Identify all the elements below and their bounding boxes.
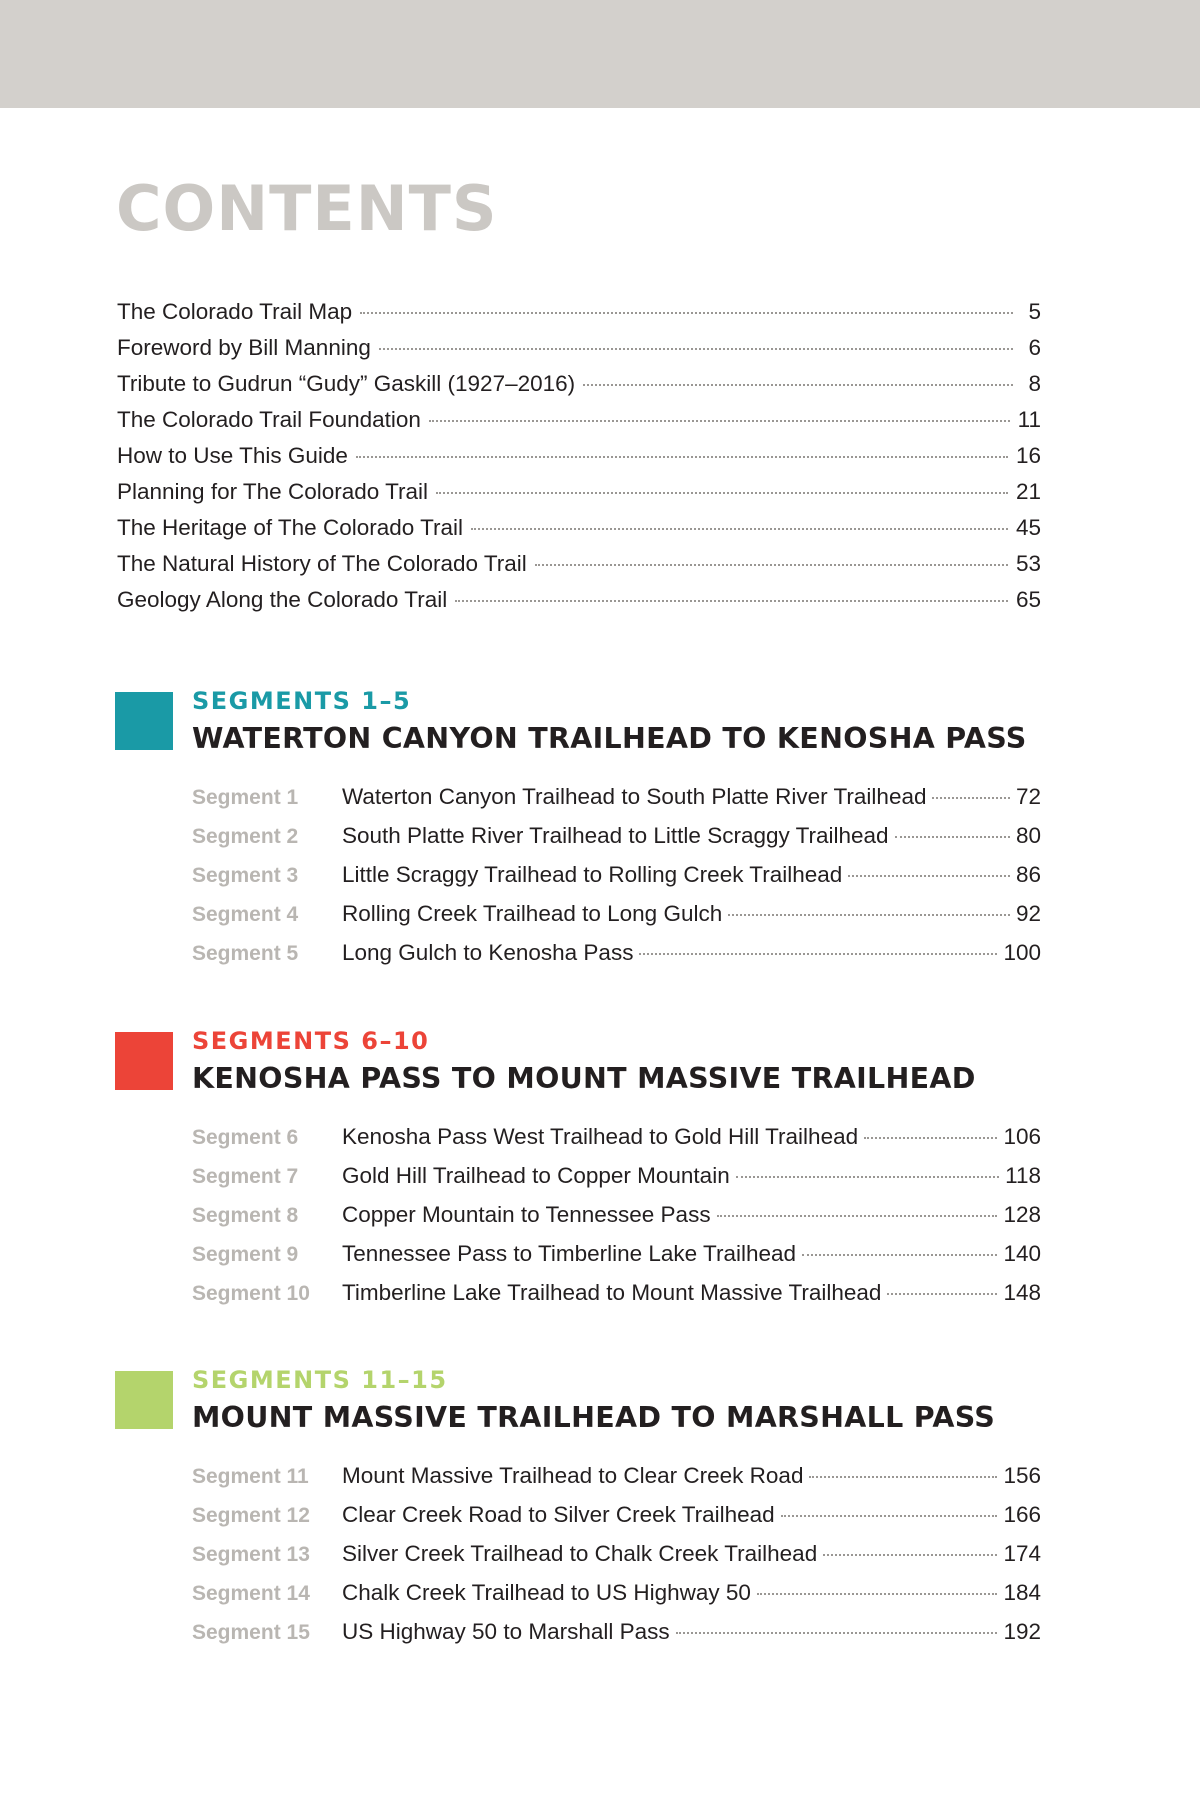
dot-leader xyxy=(848,875,1010,877)
segment-entry[interactable] xyxy=(192,894,1041,933)
toc-entry[interactable] xyxy=(117,294,1041,330)
segment-label: Segment 15 xyxy=(192,1621,310,1644)
segment-title: Tennessee Pass to Timberline Lake Trailhead xyxy=(342,1241,797,1266)
segment-entry[interactable] xyxy=(192,1495,1041,1534)
segment-label: Segment 1 xyxy=(192,786,299,809)
dot-leader xyxy=(455,600,1008,602)
segment-entry[interactable] xyxy=(192,1612,1041,1651)
dot-leader xyxy=(864,1137,997,1139)
dot-leader xyxy=(809,1476,997,1478)
toc-entry[interactable] xyxy=(117,474,1041,510)
segment-label: Segment 8 xyxy=(192,1204,299,1227)
segment-label: Segment 13 xyxy=(192,1543,310,1566)
dot-leader xyxy=(676,1632,998,1634)
segment-page: 166 xyxy=(1003,1502,1041,1527)
toc-entry[interactable] xyxy=(117,438,1041,474)
front-matter-list xyxy=(117,294,1041,618)
segment-title: Little Scraggy Trailhead to Rolling Creek Trailhead xyxy=(342,862,843,887)
dot-leader xyxy=(932,797,1009,799)
toc-entry-title: The Heritage of The Colorado Trail xyxy=(117,515,464,540)
segment-title: Waterton Canyon Trailhead to South Platte River Trailhead xyxy=(342,784,927,809)
dot-leader xyxy=(379,348,1013,350)
dot-leader xyxy=(535,564,1008,566)
section-color-square xyxy=(115,1371,173,1429)
segment-page: 106 xyxy=(1003,1124,1041,1149)
segment-page: 72 xyxy=(1015,784,1041,809)
dot-leader xyxy=(356,456,1008,458)
segment-title: Kenosha Pass West Trailhead to Gold Hill Trailhead xyxy=(342,1124,859,1149)
dot-leader xyxy=(887,1293,997,1295)
segment-title: South Platte River Trailhead to Little Scraggy Trailhead xyxy=(342,823,889,848)
dot-leader xyxy=(757,1593,998,1595)
segment-title: Timberline Lake Trailhead to Mount Massive Trailhead xyxy=(342,1280,882,1305)
toc-entry-page: 53 xyxy=(1015,551,1041,576)
toc-entry-page: 6 xyxy=(1028,335,1041,360)
segment-page: 140 xyxy=(1003,1241,1041,1266)
dot-leader xyxy=(471,528,1008,530)
segment-label: Segment 2 xyxy=(192,825,299,848)
segment-page: 92 xyxy=(1015,901,1041,926)
toc-entry-title: The Natural History of The Colorado Trail xyxy=(117,551,527,576)
segment-entry[interactable] xyxy=(192,1573,1041,1612)
toc-entry-page: 5 xyxy=(1028,299,1041,324)
segment-entry[interactable] xyxy=(192,855,1041,894)
segment-list xyxy=(192,777,1041,972)
dot-leader xyxy=(728,914,1010,916)
top-band xyxy=(0,0,1200,108)
section-kicker: SEGMENTS 1–5 xyxy=(192,687,412,715)
dot-leader xyxy=(823,1554,997,1556)
toc-entry-page: 45 xyxy=(1015,515,1041,540)
toc-entry-page: 11 xyxy=(1017,407,1041,432)
dot-leader xyxy=(802,1254,997,1256)
segment-entry[interactable] xyxy=(192,1534,1041,1573)
dot-leader xyxy=(639,953,997,955)
toc-entry[interactable] xyxy=(117,402,1041,438)
toc-entry-page: 65 xyxy=(1015,587,1041,612)
section-title: KENOSHA PASS TO MOUNT MASSIVE TRAILHEAD xyxy=(192,1062,976,1095)
segment-title: Chalk Creek Trailhead to US Highway 50 xyxy=(342,1580,751,1605)
segment-label: Segment 3 xyxy=(192,864,299,887)
toc-entry[interactable] xyxy=(117,366,1041,402)
segment-entry[interactable] xyxy=(192,777,1041,816)
section-kicker: SEGMENTS 6–10 xyxy=(192,1027,430,1055)
segment-title: Clear Creek Road to Silver Creek Trailhead xyxy=(342,1502,775,1527)
toc-entry-title: Planning for The Colorado Trail xyxy=(117,479,429,504)
toc-entry-page: 21 xyxy=(1015,479,1041,504)
segment-label: Segment 10 xyxy=(192,1282,310,1305)
segment-page: 80 xyxy=(1015,823,1041,848)
toc-entry-title: How to Use This Guide xyxy=(117,443,348,468)
segment-title: Copper Mountain to Tennessee Pass xyxy=(342,1202,711,1227)
segment-title: Gold Hill Trailhead to Copper Mountain xyxy=(342,1163,730,1188)
segment-entry[interactable] xyxy=(192,1117,1041,1156)
segment-page: 184 xyxy=(1003,1580,1041,1605)
segment-label: Segment 14 xyxy=(192,1582,310,1605)
segment-label: Segment 4 xyxy=(192,903,299,926)
segment-title: US Highway 50 to Marshall Pass xyxy=(342,1619,670,1644)
segment-page: 100 xyxy=(1003,940,1041,965)
segment-label: Segment 6 xyxy=(192,1126,299,1149)
dot-leader xyxy=(360,312,1013,314)
toc-entry[interactable] xyxy=(117,330,1041,366)
segment-list xyxy=(192,1117,1041,1312)
page-title: CONTENTS xyxy=(116,172,498,245)
segment-title: Rolling Creek Trailhead to Long Gulch xyxy=(342,901,723,926)
segment-label: Segment 9 xyxy=(192,1243,299,1266)
segment-label: Segment 12 xyxy=(192,1504,310,1527)
toc-entry-title: Geology Along the Colorado Trail xyxy=(117,587,448,612)
segment-title: Silver Creek Trailhead to Chalk Creek Trailhead xyxy=(342,1541,818,1566)
segment-entry[interactable] xyxy=(192,1456,1041,1495)
toc-entry[interactable] xyxy=(117,546,1041,582)
section-title: MOUNT MASSIVE TRAILHEAD TO MARSHALL PASS xyxy=(192,1401,996,1434)
toc-entry-title: Tribute to Gudrun “Gudy” Gaskill (1927–2016) xyxy=(117,371,576,396)
toc-entry-title: Foreword by Bill Manning xyxy=(117,335,371,360)
dot-leader xyxy=(583,384,1013,386)
segment-page: 128 xyxy=(1003,1202,1041,1227)
toc-entry[interactable] xyxy=(117,582,1041,618)
section-kicker: SEGMENTS 11–15 xyxy=(192,1366,448,1394)
dot-leader xyxy=(736,1176,999,1178)
dot-leader xyxy=(717,1215,998,1217)
segment-page: 118 xyxy=(1005,1163,1041,1188)
dot-leader xyxy=(436,492,1008,494)
segment-page: 86 xyxy=(1015,862,1041,887)
segment-page: 192 xyxy=(1003,1619,1041,1644)
section-title: WATERTON CANYON TRAILHEAD TO KENOSHA PASS xyxy=(192,722,1027,755)
segment-entry[interactable] xyxy=(192,1195,1041,1234)
segment-title: Long Gulch to Kenosha Pass xyxy=(342,940,634,965)
dot-leader xyxy=(895,836,1010,838)
segment-entry[interactable] xyxy=(192,1234,1041,1273)
section-color-square xyxy=(115,692,173,750)
segment-list xyxy=(192,1456,1041,1651)
dot-leader xyxy=(781,1515,998,1517)
segment-title: Mount Massive Trailhead to Clear Creek Road xyxy=(342,1463,804,1488)
dot-leader xyxy=(429,420,1010,422)
toc-entry-page: 8 xyxy=(1028,371,1041,396)
toc-entry-title: The Colorado Trail Foundation xyxy=(117,407,421,432)
segment-entry[interactable] xyxy=(192,1273,1041,1312)
segment-page: 156 xyxy=(1003,1463,1041,1488)
toc-entry-page: 16 xyxy=(1015,443,1041,468)
segment-entry[interactable] xyxy=(192,1156,1041,1195)
toc-entry[interactable] xyxy=(117,510,1041,546)
toc-entry-title: The Colorado Trail Map xyxy=(117,299,353,324)
segment-label: Segment 7 xyxy=(192,1165,299,1188)
segment-page: 148 xyxy=(1003,1280,1041,1305)
segment-entry[interactable] xyxy=(192,816,1041,855)
segment-label: Segment 5 xyxy=(192,942,299,965)
segment-entry[interactable] xyxy=(192,933,1041,972)
segment-label: Segment 11 xyxy=(192,1465,309,1488)
section-color-square xyxy=(115,1032,173,1090)
segment-page: 174 xyxy=(1003,1541,1041,1566)
